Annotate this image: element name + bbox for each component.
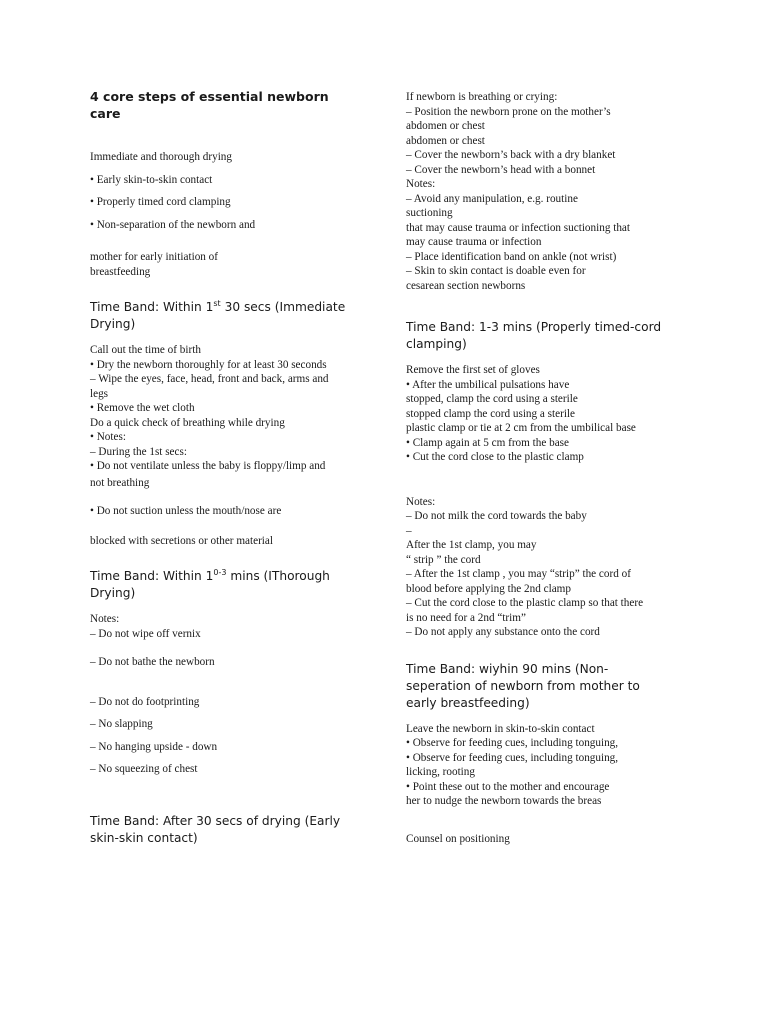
text-line: abdomen or chest [406, 120, 485, 132]
core-step-line: breastfeeding [90, 265, 151, 278]
text-line: • Observe for feeding cues, including tonguing, [406, 737, 619, 749]
text-line: her to nudge the newborn towards the breas [406, 795, 602, 807]
heading-superscript: st [213, 298, 221, 308]
text-line: plastic clamp or tie at 2 cm from the umbilical base [406, 422, 636, 434]
text-line: – Position the newborn prone on the mother’s [406, 105, 611, 118]
breathing-instructions [406, 90, 706, 293]
text-line: – No squeezing of chest [90, 763, 198, 775]
text-line: • After the umbilical pulsations have [406, 378, 570, 391]
time-band-heading-breastfeeding [406, 661, 706, 712]
text-line: may cause trauma or infection [406, 236, 542, 248]
core-step-line: • Properly timed cord clamping [90, 196, 231, 208]
text-line: Notes: [90, 613, 120, 625]
text-line: Counsel on positioning [406, 832, 510, 845]
text-line: – Place identification band on ankle (not wrist) [406, 250, 617, 263]
heading-text: Time Band: Within 1 [90, 569, 214, 583]
text-line: – Do not apply any substance onto the cord [406, 626, 600, 638]
time-band-heading-skin-contact [90, 813, 380, 847]
cord-clamping-steps [406, 363, 706, 465]
time-band-heading-immediate-drying [90, 299, 380, 333]
text-line: Remove the first set of gloves [406, 364, 540, 376]
text-line: – After the 1st clamp , you may “strip” the cord of [406, 568, 631, 580]
heading-text: 30 secs (Immediate [220, 300, 346, 314]
text-line: that may cause trauma or infection suctioning that [406, 221, 630, 234]
right-column [406, 90, 706, 846]
core-step-line: Immediate and thorough drying [90, 151, 232, 163]
heading-text: Drying) [90, 317, 136, 331]
text-line: legs [90, 387, 109, 400]
text-line: – No hanging upside - down [90, 740, 218, 753]
text-line: – Cover the newborn’s back with a dry blanket [406, 149, 616, 161]
text-line: • Cut the cord close to the plastic clamp [406, 451, 584, 463]
text-line: stopped, clamp the cord using a sterile [406, 393, 578, 405]
heading-text: mins (IThorough [226, 569, 330, 583]
text-line: Notes: [406, 178, 436, 190]
text-line: • Do not suction unless the mouth/nose are [90, 505, 282, 517]
heading-text: Time Band: Within 1 [90, 300, 214, 314]
core-step-line: • Non-separation of the newborn and [90, 218, 256, 231]
heading-text: skin-skin contact) [90, 830, 198, 845]
heading-text: early breastfeeding) [406, 695, 530, 710]
text-line: “ strip ” the cord [406, 553, 481, 566]
time-band-heading-thorough-drying [90, 568, 380, 602]
document-title [90, 88, 380, 122]
text-line: blocked with secretions or other material [90, 534, 273, 547]
heading-text: Time Band: 1-3 mins (Properly timed-cord [406, 320, 662, 334]
text-line: Do a quick check of breathing while drying [90, 416, 285, 429]
text-line: – Cut the cord close to the plastic clamp so that there [406, 597, 644, 609]
left-column [90, 88, 380, 847]
text-line: stopped clamp the cord using a sterile [406, 407, 576, 420]
text-line: is no need for a 2nd “trim” [406, 611, 526, 624]
text-line: – Do not do footprinting [90, 695, 200, 708]
heading-text: Time Band: After 30 secs of drying (Early [90, 813, 341, 828]
text-line: not breathing [90, 476, 150, 489]
text-line: – No slapping [90, 718, 153, 730]
time-band-heading-cord-clamping [406, 319, 706, 353]
text-line: • Dry the newborn thoroughly for at least 30 seconds [90, 358, 327, 371]
thorough-drying-notes [90, 612, 380, 777]
text-line: – [406, 524, 412, 537]
core-steps-list [90, 150, 380, 279]
text-line: • Remove the wet cloth [90, 402, 195, 414]
text-line: abdomen or chest [406, 134, 485, 147]
text-line: • Clamp again at 5 cm from the base [406, 436, 569, 449]
text-line: blood before applying the 2nd clamp [406, 582, 571, 595]
text-line: After the 1st clamp, you may [406, 539, 537, 551]
text-line: Leave the newborn in skin-to-skin contact [406, 722, 595, 735]
text-line: – Do not bathe the newborn [90, 656, 215, 668]
heading-text: clamping) [406, 337, 467, 351]
text-line: – Avoid any manipulation, e.g. routine [406, 192, 578, 205]
text-line: – Skin to skin contact is doable even for [406, 265, 586, 277]
breastfeeding-steps [406, 722, 706, 847]
text-line: – During the 1st secs: [90, 445, 187, 458]
document-title-text: 4 core steps of essential newborn care [90, 89, 329, 121]
text-line: • Observe for feeding cues, including tonguing, [406, 751, 619, 764]
immediate-drying-notes [90, 343, 380, 548]
text-line: • Point these out to the mother and encourage [406, 780, 610, 793]
text-line: suctioning [406, 207, 453, 219]
text-line: If newborn is breathing or crying: [406, 91, 558, 103]
heading-superscript: 0-3 [213, 567, 227, 577]
text-line: – Wipe the eyes, face, head, front and back, arms and [90, 373, 329, 385]
heading-text: seperation of newborn from mother to [406, 678, 640, 693]
text-line: Call out the time of birth [90, 344, 201, 356]
cord-clamping-notes [406, 495, 706, 640]
text-line: • Do not ventilate unless the baby is floppy/limp and [90, 460, 326, 472]
text-line: licking, rooting [406, 766, 475, 778]
text-line: cesarean section newborns [406, 279, 526, 292]
core-step-line: • Early skin-to-skin contact [90, 173, 213, 186]
text-line: Notes: [406, 495, 436, 508]
text-line: • Notes: [90, 431, 126, 443]
text-line: – Do not milk the cord towards the baby [406, 510, 587, 522]
text-line: – Do not wipe off vernix [90, 627, 201, 640]
heading-text: Drying) [90, 586, 136, 600]
core-step-line: mother for early initiation of [90, 251, 218, 263]
text-line: – Cover the newborn’s head with a bonnet [406, 163, 596, 176]
heading-text: Time Band: wiyhin 90 mins (Non- [406, 661, 609, 676]
